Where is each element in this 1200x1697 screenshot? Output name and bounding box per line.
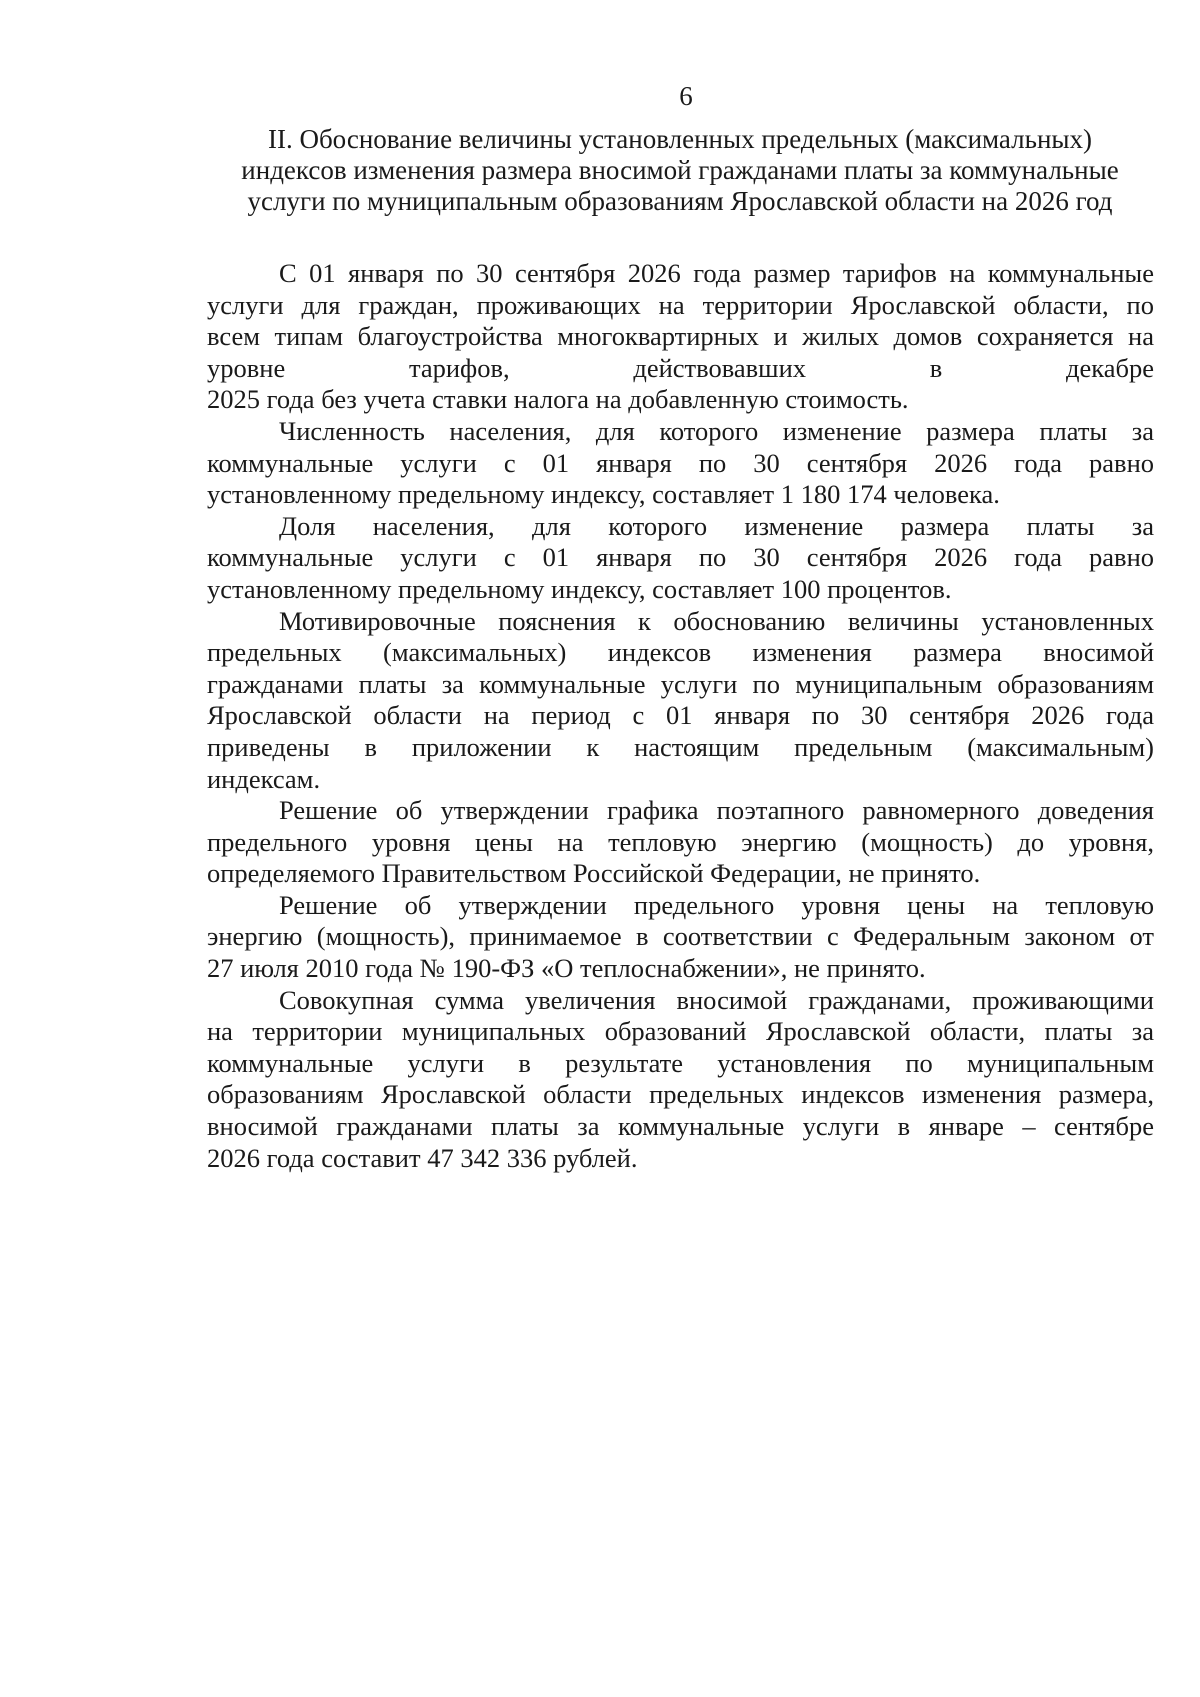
text-line: индексам. — [207, 763, 321, 794]
text-line: всем типам благоустройства многоквартирных и жилых домов сохраняется на — [207, 321, 1154, 352]
text-line: Совокупная сумма увеличения вносимой гражданами, проживающими — [279, 984, 1154, 1015]
text-line: 27 июля 2010 года № 190-ФЗ «О теплоснабжении», не принято. — [207, 953, 926, 984]
text-line: Мотивировочные пояснения к обоснованию величины установленных — [279, 605, 1154, 636]
section-title-line: индексов изменения размера вносимой гражданами платы за коммунальные — [241, 155, 1119, 185]
text-line: уровне тарифов, действовавших в декабре — [207, 352, 1154, 383]
section-title-line: II. Обоснование величины установленных предельных (максимальных) — [267, 124, 1093, 154]
page-number: 6 — [679, 81, 693, 111]
section-title — [205, 124, 1155, 217]
text-line: Решение об утверждении предельного уровня цены на тепловую — [279, 889, 1154, 920]
paragraph-population-share — [207, 511, 1154, 606]
text-line: Решение об утверждении графика поэтапного равномерного доведения — [279, 795, 1154, 826]
paragraph-tariffs — [207, 258, 1154, 416]
document-body — [207, 258, 1154, 1174]
text-line: установленному предельному индексу, составляет 100 процентов. — [207, 573, 952, 604]
text-line: коммунальные услуги с 01 января по 30 сентября 2026 года равно — [207, 447, 1154, 478]
text-line: С 01 января по 30 сентября 2026 года размер тарифов на коммунальные — [279, 258, 1154, 288]
paragraph-motivation — [207, 606, 1154, 796]
text-line: Ярославской области на период с 01 января по 30 сентября 2026 года — [207, 700, 1154, 731]
text-line: энергию (мощность), принимаемое в соответствии с Федеральным законом от — [207, 921, 1154, 952]
text-line: установленному предельному индексу, составляет 1 180 174 человека. — [207, 479, 1000, 510]
text-line: Доля населения, для которого изменение размера платы за — [279, 510, 1154, 541]
paragraph-total-increase — [207, 985, 1154, 1175]
section-title-line: услуги по муниципальным образованиям Ярославской области на 2026 год — [247, 186, 1113, 216]
text-line: коммунальные услуги с 01 января по 30 сентября 2026 года равно — [207, 542, 1154, 573]
text-line: коммунальные услуги в результате установления по муниципальным — [207, 1047, 1154, 1078]
text-line: предельного уровня цены на тепловую энергию (мощность) до уровня, — [207, 826, 1154, 857]
text-line: приведены в приложении к настоящим предельным (максимальным) — [207, 731, 1154, 762]
text-line: на территории муниципальных образований Ярославской области, платы за — [207, 1016, 1154, 1047]
text-line: 2026 года составит 47 342 336 рублей. — [207, 1142, 638, 1173]
text-line: гражданами платы за коммунальные услуги по муниципальным образованиям — [207, 668, 1154, 699]
text-line: образованиям Ярославской области предельных индексов изменения размера, — [207, 1079, 1154, 1110]
text-line: Численность населения, для которого изменение размера платы за — [279, 415, 1154, 446]
paragraph-price-level-decision — [207, 890, 1154, 985]
text-line: определяемого Правительством Российской Федерации, не принято. — [207, 858, 981, 889]
paragraph-population-count — [207, 416, 1154, 511]
text-line: 2025 года без учета ставки налога на добавленную стоимость. — [207, 384, 909, 415]
text-line: вносимой гражданами платы за коммунальные услуги в январе – сентябре — [207, 1111, 1154, 1142]
text-line: предельных (максимальных) индексов изменения размера вносимой — [207, 637, 1154, 668]
paragraph-schedule-decision — [207, 795, 1154, 890]
text-line: услуги для граждан, проживающих на территории Ярославской области, по — [207, 289, 1154, 320]
